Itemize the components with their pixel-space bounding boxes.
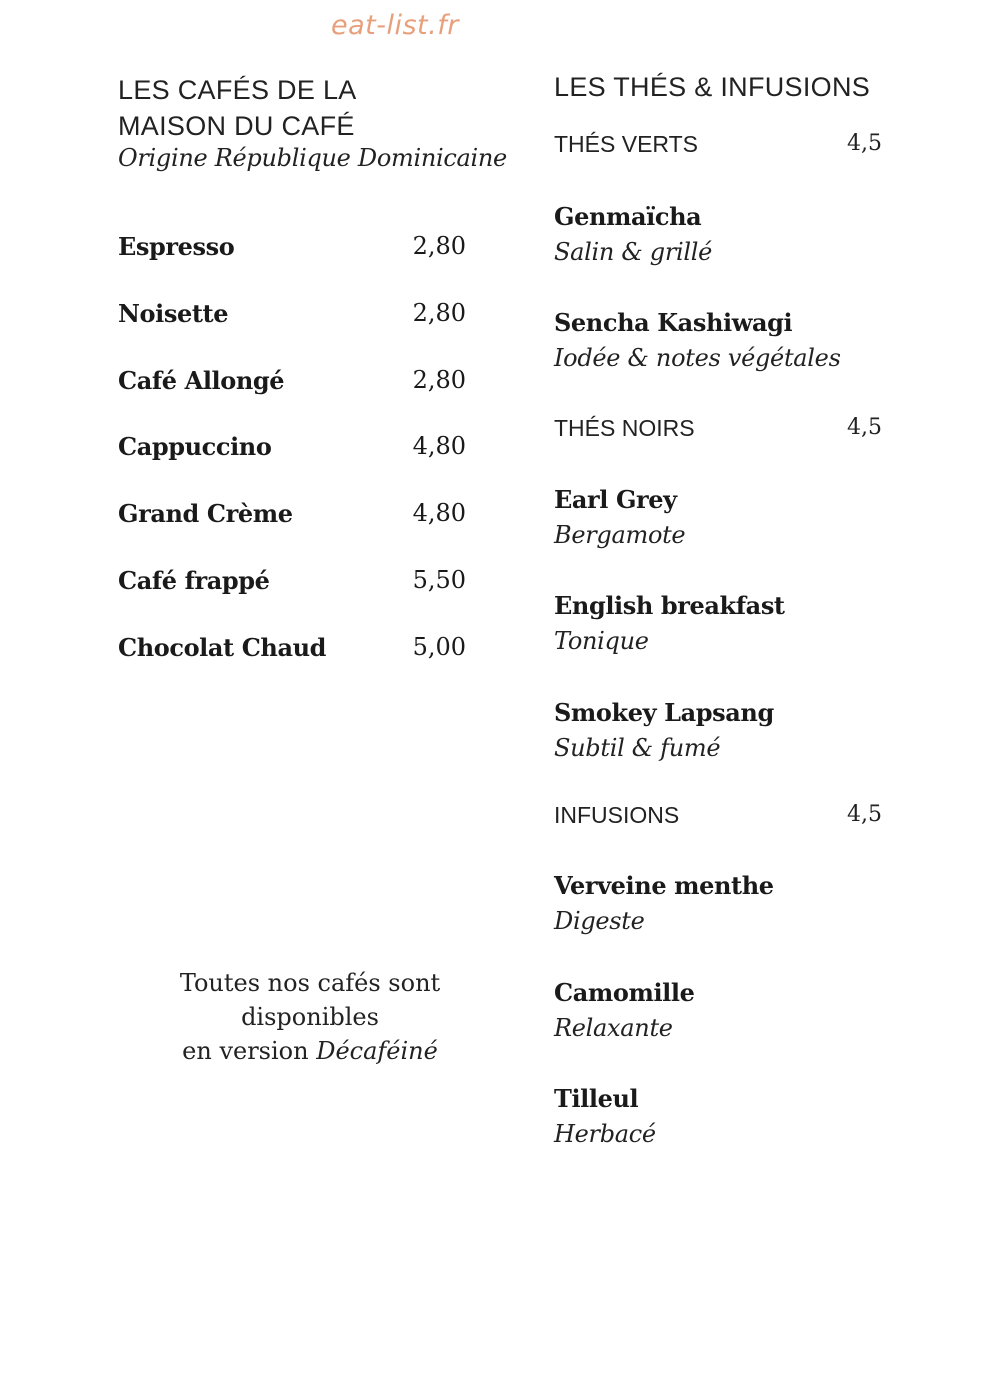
item-price: 5,50	[412, 566, 466, 594]
decaf-note-line2: disponibles	[241, 1003, 379, 1031]
menu-item-verveine-menthe	[554, 869, 914, 939]
item-description: Herbacé	[554, 1120, 656, 1148]
menu-item-cafe-frappe	[118, 566, 466, 600]
menu-item-tilleul	[554, 1082, 914, 1152]
item-price: 2,80	[412, 299, 466, 327]
menu-item-cappuccino	[118, 432, 466, 466]
item-price: 5,00	[412, 633, 466, 661]
item-name: Café frappé	[118, 566, 270, 595]
decaf-note-line3	[160, 1034, 460, 1068]
decaf-note	[160, 966, 460, 1068]
item-name: Smokey Lapsang	[554, 698, 774, 727]
menu-item-sencha-kashiwagi	[554, 306, 914, 376]
coffee-origin: Origine République Dominicaine	[118, 144, 507, 172]
item-name: Genmaïcha	[554, 202, 702, 231]
item-name: Grand Crème	[118, 499, 293, 528]
item-name: Café Allongé	[118, 366, 285, 395]
coffee-title-line1: LES CAFÉS DE LA	[118, 75, 357, 105]
item-description: Bergamote	[554, 521, 686, 549]
item-name: Camomille	[554, 978, 695, 1007]
item-name: Espresso	[118, 232, 235, 261]
item-description: Salin & grillé	[554, 238, 713, 266]
menu-item-english-breakfast	[554, 589, 914, 659]
decaf-note-prefix: en version	[182, 1037, 317, 1065]
menu-item-grand-creme	[118, 499, 466, 533]
item-description: Iodée & notes végétales	[554, 344, 841, 372]
decaf-note-italic: Décaféiné	[316, 1037, 438, 1065]
item-price: 2,80	[412, 366, 466, 394]
section-label: THÉS VERTS	[554, 131, 698, 157]
coffee-title-line2: MAISON DU CAFÉ	[118, 111, 355, 141]
section-price: 4,5	[847, 415, 882, 440]
item-name: Chocolat Chaud	[118, 633, 327, 662]
item-name: Earl Grey	[554, 485, 677, 514]
menu-item-noisette	[118, 299, 466, 333]
item-price: 2,80	[412, 232, 466, 260]
item-name: English breakfast	[554, 591, 785, 620]
section-label: THÉS NOIRS	[554, 415, 695, 441]
menu-item-smokey-lapsang	[554, 696, 914, 766]
section-black-teas	[554, 415, 882, 445]
menu-item-chocolat-chaud	[118, 633, 466, 667]
item-description: Tonique	[554, 627, 649, 655]
item-description: Digeste	[554, 907, 645, 935]
section-green-teas	[554, 131, 882, 161]
item-description: Subtil & fumé	[554, 734, 721, 762]
tea-section-title: LES THÉS & INFUSIONS	[554, 72, 871, 102]
decaf-note-line1: Toutes nos cafés sont	[179, 969, 441, 997]
menu-item-camomille	[554, 976, 914, 1046]
menu-item-genmaicha	[554, 200, 914, 270]
item-name: Tilleul	[554, 1084, 639, 1113]
item-description: Relaxante	[554, 1014, 673, 1042]
section-infusions	[554, 802, 882, 832]
menu-item-cafe-allonge	[118, 366, 466, 400]
section-price: 4,5	[847, 131, 882, 156]
watermark: eat-list.fr	[331, 10, 459, 41]
menu-item-espresso	[118, 232, 466, 266]
item-price: 4,80	[412, 432, 466, 460]
item-name: Sencha Kashiwagi	[554, 308, 793, 337]
section-price: 4,5	[847, 802, 882, 827]
section-label: INFUSIONS	[554, 802, 680, 828]
menu-item-earl-grey	[554, 483, 914, 553]
item-price: 4,80	[412, 499, 466, 527]
coffee-section-title	[118, 72, 518, 144]
item-name: Noisette	[118, 299, 229, 328]
item-name: Cappuccino	[118, 432, 272, 461]
item-name: Verveine menthe	[554, 871, 774, 900]
